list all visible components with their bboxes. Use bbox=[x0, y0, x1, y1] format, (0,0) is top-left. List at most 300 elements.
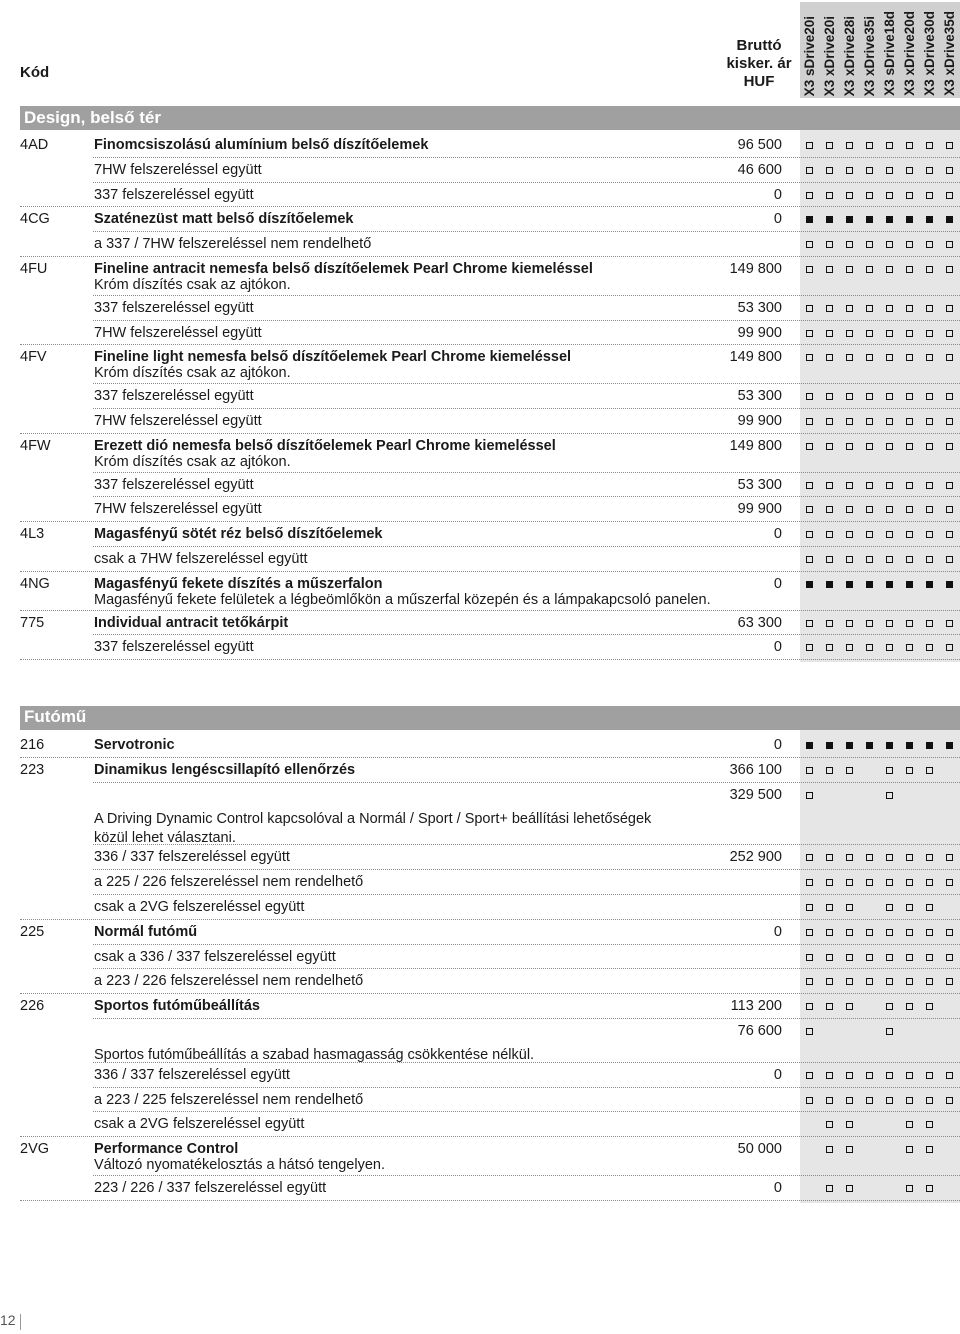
optional-equipment-marker bbox=[826, 854, 833, 861]
option-subrow bbox=[20, 183, 960, 208]
optional-equipment-marker bbox=[826, 1146, 833, 1153]
optional-equipment-marker bbox=[846, 1072, 853, 1079]
option-description: Performance Control bbox=[94, 1141, 239, 1158]
optional-equipment-marker bbox=[806, 620, 813, 627]
option-subrow bbox=[20, 232, 960, 257]
optional-equipment-marker bbox=[866, 241, 873, 248]
optional-equipment-marker bbox=[866, 167, 873, 174]
optional-equipment-marker bbox=[826, 1097, 833, 1104]
optional-equipment-marker bbox=[906, 854, 913, 861]
optional-equipment-marker bbox=[806, 482, 813, 489]
optional-equipment-marker bbox=[886, 1028, 893, 1035]
optional-equipment-marker bbox=[926, 954, 933, 961]
optional-equipment-marker bbox=[926, 167, 933, 174]
option-price: 0 bbox=[773, 1066, 782, 1083]
standard-equipment-marker bbox=[906, 581, 913, 588]
optional-equipment-marker bbox=[806, 767, 813, 774]
optional-equipment-marker bbox=[906, 556, 913, 563]
standard-equipment-marker bbox=[866, 742, 873, 749]
optional-equipment-marker bbox=[926, 531, 933, 538]
option-description: Erezett dió nemesfa belső díszítőelemek Pearl Chrome kiemeléssel bbox=[94, 437, 556, 454]
optional-equipment-marker bbox=[846, 1097, 853, 1104]
optional-equipment-marker bbox=[926, 142, 933, 149]
option-note: Króm díszítés csak az ajtókon. bbox=[94, 276, 291, 293]
optional-equipment-marker bbox=[866, 854, 873, 861]
option-price: 252 900 bbox=[729, 849, 782, 866]
page-number: 12 bbox=[0, 1312, 16, 1328]
option-description: 337 felszereléssel együtt bbox=[94, 186, 254, 203]
standard-equipment-marker bbox=[946, 742, 953, 749]
option-description: 336 / 337 felszereléssel együtt bbox=[94, 849, 290, 866]
optional-equipment-marker bbox=[826, 241, 833, 248]
optional-equipment-marker bbox=[906, 443, 913, 450]
option-code: 4NG bbox=[20, 575, 50, 592]
optional-equipment-marker bbox=[886, 354, 893, 361]
optional-equipment-marker bbox=[886, 929, 893, 936]
standard-equipment-marker bbox=[886, 581, 893, 588]
option-subrow bbox=[20, 1112, 960, 1137]
optional-equipment-marker bbox=[806, 792, 813, 799]
optional-equipment-marker bbox=[906, 954, 913, 961]
optional-equipment-marker bbox=[906, 506, 913, 513]
optional-equipment-marker bbox=[926, 879, 933, 886]
optional-equipment-marker bbox=[866, 879, 873, 886]
option-subrow bbox=[20, 1176, 960, 1201]
optional-equipment-marker bbox=[806, 354, 813, 361]
price-header-line-3: HUF bbox=[743, 73, 775, 90]
option-code: 4FV bbox=[20, 349, 47, 366]
price-header-line-1: Bruttó bbox=[736, 37, 782, 54]
optional-equipment-marker bbox=[926, 1185, 933, 1192]
standard-equipment-marker bbox=[806, 216, 813, 223]
optional-equipment-marker bbox=[846, 142, 853, 149]
optional-equipment-marker bbox=[826, 929, 833, 936]
optional-equipment-marker bbox=[826, 142, 833, 149]
optional-equipment-marker bbox=[826, 482, 833, 489]
option-price: 53 300 bbox=[737, 476, 782, 493]
optional-equipment-marker bbox=[846, 954, 853, 961]
option-note: Króm díszítés csak az ajtókon. bbox=[94, 453, 291, 470]
optional-equipment-marker bbox=[886, 644, 893, 651]
option-row-216 bbox=[20, 733, 960, 758]
optional-equipment-marker bbox=[886, 305, 893, 312]
optional-equipment-marker bbox=[906, 1121, 913, 1128]
optional-equipment-marker bbox=[806, 531, 813, 538]
optional-equipment-marker bbox=[926, 929, 933, 936]
optional-equipment-marker bbox=[886, 330, 893, 337]
option-description: Szaténezüst matt belső díszítőelemek bbox=[94, 211, 354, 228]
optional-equipment-marker bbox=[866, 978, 873, 985]
optional-equipment-marker bbox=[946, 879, 953, 886]
standard-equipment-marker bbox=[806, 742, 813, 749]
model-header-label: X3 xDrive35d bbox=[942, 11, 957, 96]
optional-equipment-marker bbox=[826, 418, 833, 425]
optional-equipment-marker bbox=[846, 1146, 853, 1153]
optional-equipment-marker bbox=[886, 556, 893, 563]
optional-equipment-marker bbox=[846, 482, 853, 489]
optional-equipment-marker bbox=[906, 167, 913, 174]
optional-equipment-marker bbox=[926, 482, 933, 489]
optional-equipment-marker bbox=[926, 978, 933, 985]
optional-equipment-marker bbox=[926, 1072, 933, 1079]
optional-equipment-marker bbox=[846, 266, 853, 273]
optional-equipment-marker bbox=[946, 954, 953, 961]
optional-equipment-marker bbox=[826, 954, 833, 961]
optional-equipment-marker bbox=[926, 330, 933, 337]
option-description: 337 felszereléssel együtt bbox=[94, 476, 254, 493]
optional-equipment-marker bbox=[846, 506, 853, 513]
optional-equipment-marker bbox=[846, 330, 853, 337]
option-code: 4FW bbox=[20, 437, 51, 454]
model-header-2 bbox=[820, 2, 840, 98]
optional-equipment-marker bbox=[866, 443, 873, 450]
optional-equipment-marker bbox=[886, 854, 893, 861]
option-note-line-2: közül lehet választani. bbox=[94, 829, 236, 846]
optional-equipment-marker bbox=[946, 167, 953, 174]
row-separator bbox=[20, 1200, 960, 1201]
option-price: 0 bbox=[773, 575, 782, 592]
optional-equipment-marker bbox=[806, 418, 813, 425]
optional-equipment-marker bbox=[926, 1097, 933, 1104]
optional-equipment-marker bbox=[886, 443, 893, 450]
option-subrow bbox=[20, 1088, 960, 1113]
option-description: csak a 7HW felszereléssel együtt bbox=[94, 551, 308, 567]
optional-equipment-marker bbox=[846, 556, 853, 563]
optional-equipment-marker bbox=[886, 1072, 893, 1079]
optional-equipment-marker bbox=[806, 305, 813, 312]
option-description: csak a 2VG felszereléssel együtt bbox=[94, 1116, 305, 1133]
optional-equipment-marker bbox=[806, 241, 813, 248]
optional-equipment-marker bbox=[846, 192, 853, 199]
option-price: 0 bbox=[773, 923, 782, 940]
optional-equipment-marker bbox=[906, 354, 913, 361]
option-description: Fineline light nemesfa belső díszítőelemek Pearl Chrome kiemeléssel bbox=[94, 349, 572, 366]
optional-equipment-marker bbox=[886, 1003, 893, 1010]
model-header-label: X3 xDrive35i bbox=[862, 15, 877, 96]
optional-equipment-marker bbox=[806, 443, 813, 450]
optional-equipment-marker bbox=[926, 506, 933, 513]
optional-equipment-marker bbox=[846, 879, 853, 886]
option-description: 7HW felszereléssel együtt bbox=[94, 501, 262, 518]
optional-equipment-marker bbox=[946, 142, 953, 149]
option-price: 96 500 bbox=[737, 137, 782, 153]
option-code: 2VG bbox=[20, 1141, 50, 1158]
page-number-divider bbox=[20, 1314, 21, 1330]
standard-equipment-marker bbox=[846, 742, 853, 749]
optional-equipment-marker bbox=[826, 506, 833, 513]
optional-equipment-marker bbox=[946, 854, 953, 861]
column-header-code: Kód bbox=[20, 64, 50, 81]
optional-equipment-marker bbox=[826, 556, 833, 563]
standard-equipment-marker bbox=[906, 216, 913, 223]
optional-equipment-marker bbox=[886, 241, 893, 248]
optional-equipment-marker bbox=[806, 644, 813, 651]
optional-equipment-marker bbox=[926, 443, 933, 450]
optional-equipment-marker bbox=[906, 531, 913, 538]
optional-equipment-marker bbox=[846, 767, 853, 774]
standard-equipment-marker bbox=[886, 742, 893, 749]
standard-equipment-marker bbox=[946, 581, 953, 588]
section-title: Futómű bbox=[24, 707, 87, 726]
optional-equipment-marker bbox=[806, 1097, 813, 1104]
option-description: Servotronic bbox=[94, 737, 175, 753]
section-title: Design, belső tér bbox=[24, 108, 161, 127]
optional-equipment-marker bbox=[906, 393, 913, 400]
standard-equipment-marker bbox=[926, 581, 933, 588]
optional-equipment-marker bbox=[906, 1097, 913, 1104]
option-price: 0 bbox=[773, 639, 782, 656]
optional-equipment-marker bbox=[866, 620, 873, 627]
optional-equipment-marker bbox=[866, 954, 873, 961]
optional-equipment-marker bbox=[886, 192, 893, 199]
optional-equipment-marker bbox=[826, 330, 833, 337]
optional-equipment-marker bbox=[846, 418, 853, 425]
standard-equipment-marker bbox=[826, 216, 833, 223]
optional-equipment-marker bbox=[906, 978, 913, 985]
option-price: 0 bbox=[773, 1180, 782, 1196]
optional-equipment-marker bbox=[926, 1003, 933, 1010]
option-subrow bbox=[20, 1063, 960, 1088]
optional-equipment-marker bbox=[866, 1097, 873, 1104]
optional-equipment-marker bbox=[946, 330, 953, 337]
option-price: 46 600 bbox=[737, 161, 782, 178]
option-subrow bbox=[20, 296, 960, 321]
optional-equipment-marker bbox=[926, 418, 933, 425]
optional-equipment-marker bbox=[926, 854, 933, 861]
option-subrow bbox=[20, 409, 960, 434]
optional-equipment-marker bbox=[866, 1072, 873, 1079]
option-row-4ad bbox=[20, 133, 960, 158]
option-note: A Driving Dynamic Control kapcsolóval a Normál / Sport / Sport+ beállítási lehetőségek bbox=[94, 810, 652, 827]
optional-equipment-marker bbox=[906, 305, 913, 312]
optional-equipment-marker bbox=[946, 393, 953, 400]
option-subrow bbox=[20, 321, 960, 346]
row-separator bbox=[20, 659, 960, 660]
option-code: 226 bbox=[20, 998, 45, 1015]
standard-equipment-marker bbox=[826, 581, 833, 588]
option-description: Finomcsiszolású alumínium belső díszítőelemek bbox=[94, 137, 429, 153]
optional-equipment-marker bbox=[946, 266, 953, 273]
model-header-7 bbox=[920, 2, 940, 98]
model-header-1 bbox=[800, 2, 820, 98]
optional-equipment-marker bbox=[886, 142, 893, 149]
option-note: Króm díszítés csak az ajtókon. bbox=[94, 365, 291, 382]
optional-equipment-marker bbox=[946, 443, 953, 450]
optional-equipment-marker bbox=[806, 556, 813, 563]
optional-equipment-marker bbox=[906, 192, 913, 199]
option-price: 329 500 bbox=[729, 786, 782, 803]
optional-equipment-marker bbox=[866, 482, 873, 489]
option-description: 337 felszereléssel együtt bbox=[94, 639, 254, 656]
section-header bbox=[20, 706, 960, 730]
option-subrow bbox=[20, 473, 960, 498]
optional-equipment-marker bbox=[826, 1003, 833, 1010]
optional-equipment-marker bbox=[806, 330, 813, 337]
optional-equipment-marker bbox=[866, 142, 873, 149]
optional-equipment-marker bbox=[846, 929, 853, 936]
optional-equipment-marker bbox=[886, 954, 893, 961]
optional-equipment-marker bbox=[886, 879, 893, 886]
optional-equipment-marker bbox=[806, 1028, 813, 1035]
optional-equipment-marker bbox=[946, 620, 953, 627]
option-subrow bbox=[20, 158, 960, 183]
optional-equipment-marker bbox=[906, 620, 913, 627]
optional-equipment-marker bbox=[866, 929, 873, 936]
optional-equipment-marker bbox=[806, 879, 813, 886]
optional-equipment-marker bbox=[906, 418, 913, 425]
option-code: 775 bbox=[20, 614, 45, 631]
optional-equipment-marker bbox=[826, 1121, 833, 1128]
optional-equipment-marker bbox=[926, 305, 933, 312]
optional-equipment-marker bbox=[846, 241, 853, 248]
option-note: Magasfényű fekete felületek a légbeömlőkön a műszerfal közepén és a lámpakapcsoló panelen. bbox=[94, 591, 711, 608]
column-header-price bbox=[718, 37, 800, 91]
price-header-line-2: kisker. ár bbox=[726, 55, 792, 72]
optional-equipment-marker bbox=[906, 241, 913, 248]
optional-equipment-marker bbox=[906, 1146, 913, 1153]
option-price: 113 200 bbox=[730, 998, 782, 1015]
optional-equipment-marker bbox=[846, 167, 853, 174]
optional-equipment-marker bbox=[866, 418, 873, 425]
optional-equipment-marker bbox=[846, 1121, 853, 1128]
option-description: a 337 / 7HW felszereléssel nem rendelhető bbox=[94, 236, 372, 253]
optional-equipment-marker bbox=[926, 192, 933, 199]
optional-equipment-marker bbox=[806, 1072, 813, 1079]
optional-equipment-marker bbox=[866, 330, 873, 337]
optional-equipment-marker bbox=[826, 644, 833, 651]
option-note: Sportos futóműbeállítás a szabad hasmagasság csökkentése nélkül. bbox=[94, 1047, 535, 1063]
option-row-775 bbox=[20, 611, 960, 636]
optional-equipment-marker bbox=[906, 879, 913, 886]
option-price: 0 bbox=[773, 737, 782, 753]
optional-equipment-marker bbox=[806, 1003, 813, 1010]
option-price: 63 300 bbox=[737, 614, 782, 631]
option-code: 216 bbox=[20, 737, 45, 753]
option-description: a 223 / 225 felszereléssel nem rendelhető bbox=[94, 1091, 364, 1108]
optional-equipment-marker bbox=[926, 644, 933, 651]
optional-equipment-marker bbox=[906, 904, 913, 911]
model-header-8 bbox=[940, 2, 960, 98]
model-header-label: X3 xDrive28i bbox=[842, 15, 857, 96]
option-price: 0 bbox=[773, 211, 782, 228]
model-header-label: X3 xDrive20d bbox=[902, 11, 917, 96]
optional-equipment-marker bbox=[826, 1185, 833, 1192]
optional-equipment-marker bbox=[926, 266, 933, 273]
option-description: 337 felszereléssel együtt bbox=[94, 388, 254, 405]
optional-equipment-marker bbox=[806, 854, 813, 861]
option-price: 0 bbox=[773, 186, 782, 203]
option-code: 4L3 bbox=[20, 526, 45, 543]
option-row-4l3 bbox=[20, 522, 960, 547]
option-price: 53 300 bbox=[737, 388, 782, 405]
optional-equipment-marker bbox=[906, 482, 913, 489]
model-header-label: X3 sDrive20i bbox=[802, 15, 817, 96]
optional-equipment-marker bbox=[826, 354, 833, 361]
optional-equipment-marker bbox=[826, 978, 833, 985]
optional-equipment-marker bbox=[846, 354, 853, 361]
option-description: Dinamikus lengéscsillapító ellenőrzés bbox=[94, 761, 356, 778]
optional-equipment-marker bbox=[886, 620, 893, 627]
optional-equipment-marker bbox=[826, 1072, 833, 1079]
optional-equipment-marker bbox=[826, 443, 833, 450]
optional-equipment-marker bbox=[926, 904, 933, 911]
model-header-4 bbox=[860, 2, 880, 98]
optional-equipment-marker bbox=[806, 978, 813, 985]
option-description: csak a 336 / 337 felszereléssel együtt bbox=[94, 948, 336, 965]
optional-equipment-marker bbox=[946, 1072, 953, 1079]
optional-equipment-marker bbox=[946, 482, 953, 489]
optional-equipment-marker bbox=[886, 1097, 893, 1104]
option-description: Sportos futóműbeállítás bbox=[94, 998, 260, 1015]
optional-equipment-marker bbox=[806, 393, 813, 400]
optional-equipment-marker bbox=[866, 644, 873, 651]
optional-equipment-marker bbox=[926, 1146, 933, 1153]
optional-equipment-marker bbox=[866, 506, 873, 513]
optional-equipment-marker bbox=[906, 767, 913, 774]
optional-equipment-marker bbox=[886, 767, 893, 774]
option-subrow bbox=[20, 945, 960, 970]
optional-equipment-marker bbox=[906, 1185, 913, 1192]
optional-equipment-marker bbox=[826, 192, 833, 199]
optional-equipment-marker bbox=[886, 792, 893, 799]
optional-equipment-marker bbox=[906, 1003, 913, 1010]
optional-equipment-marker bbox=[886, 506, 893, 513]
optional-equipment-marker bbox=[926, 620, 933, 627]
option-row-223 bbox=[20, 758, 960, 783]
option-note: Változó nyomatékelosztás a hátsó tengelyen. bbox=[94, 1157, 385, 1173]
optional-equipment-marker bbox=[846, 904, 853, 911]
optional-equipment-marker bbox=[846, 620, 853, 627]
optional-equipment-marker bbox=[886, 167, 893, 174]
optional-equipment-marker bbox=[906, 644, 913, 651]
optional-equipment-marker bbox=[926, 1121, 933, 1128]
optional-equipment-marker bbox=[866, 192, 873, 199]
optional-equipment-marker bbox=[906, 142, 913, 149]
optional-equipment-marker bbox=[846, 854, 853, 861]
model-header-label: X3 xDrive30d bbox=[922, 11, 937, 96]
optional-equipment-marker bbox=[826, 531, 833, 538]
optional-equipment-marker bbox=[806, 954, 813, 961]
optional-equipment-marker bbox=[806, 904, 813, 911]
option-subrow bbox=[20, 384, 960, 409]
option-price: 149 800 bbox=[729, 349, 782, 366]
optional-equipment-marker bbox=[886, 482, 893, 489]
model-header-3 bbox=[840, 2, 860, 98]
optional-equipment-marker bbox=[866, 266, 873, 273]
section-header bbox=[20, 106, 960, 130]
standard-equipment-marker bbox=[926, 216, 933, 223]
option-description: 336 / 337 felszereléssel együtt bbox=[94, 1066, 290, 1083]
optional-equipment-marker bbox=[866, 354, 873, 361]
optional-equipment-marker bbox=[906, 266, 913, 273]
standard-equipment-marker bbox=[846, 581, 853, 588]
optional-equipment-marker bbox=[926, 767, 933, 774]
option-price: 99 900 bbox=[737, 413, 782, 429]
optional-equipment-marker bbox=[926, 354, 933, 361]
optional-equipment-marker bbox=[946, 929, 953, 936]
optional-equipment-marker bbox=[946, 506, 953, 513]
optional-equipment-marker bbox=[826, 620, 833, 627]
optional-equipment-marker bbox=[806, 506, 813, 513]
standard-equipment-marker bbox=[826, 742, 833, 749]
option-subrow bbox=[20, 497, 960, 522]
option-subrow bbox=[20, 969, 960, 994]
optional-equipment-marker bbox=[946, 644, 953, 651]
optional-equipment-marker bbox=[846, 1185, 853, 1192]
optional-equipment-marker bbox=[806, 266, 813, 273]
option-row-226 bbox=[20, 994, 960, 1019]
optional-equipment-marker bbox=[886, 266, 893, 273]
